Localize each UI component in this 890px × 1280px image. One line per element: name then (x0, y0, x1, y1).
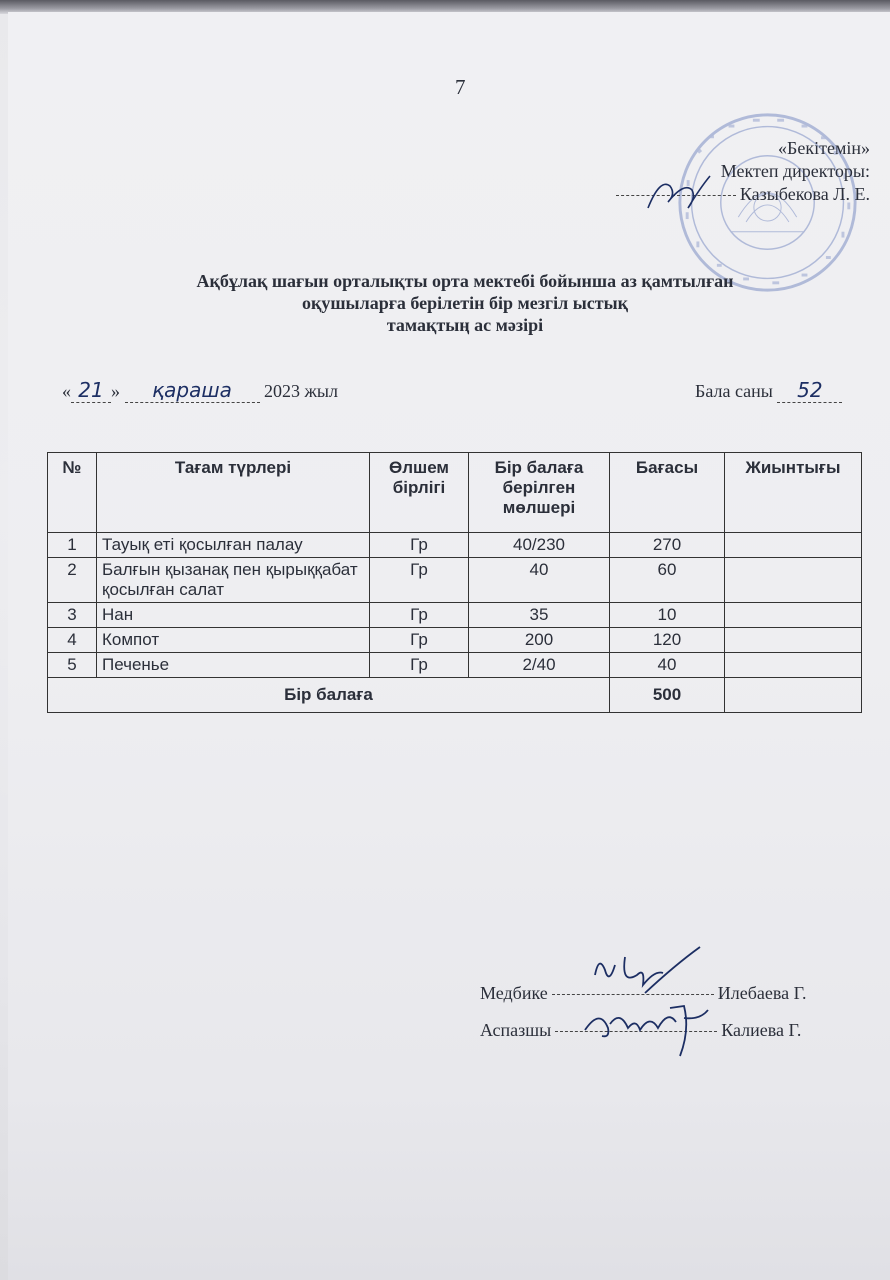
table-header-row (48, 453, 862, 533)
approval-title: «Бекітемін» (778, 138, 870, 158)
header-price: Бағасы (610, 453, 725, 533)
row-unit: Гр (370, 628, 469, 653)
row-amount: 200 (469, 628, 610, 653)
cook-name: Калиева Г. (721, 1020, 802, 1040)
header-dish: Тағам түрлері (97, 453, 370, 533)
nurse-name: Илебаева Г. (717, 983, 807, 1003)
row-price: 40 (610, 653, 725, 678)
row-total (725, 533, 862, 558)
nurse-signature (585, 945, 705, 1000)
date-close-quote: » (111, 381, 120, 401)
row-dish: Тауық еті қосылған палау (97, 533, 370, 558)
row-unit: Гр (370, 653, 469, 678)
date-line (62, 378, 338, 403)
table-row (48, 558, 862, 603)
menu-table (47, 452, 862, 713)
table-total-row (48, 678, 862, 713)
cook-role: Аспазшы (480, 1020, 552, 1040)
title-line-2: оқушыларға берілетін бір мезгіл ыстық (301, 293, 629, 313)
header-amount: Бір балаға берілген мөлшері (469, 453, 610, 533)
row-unit: Гр (370, 533, 469, 558)
cook-signature (580, 1000, 715, 1060)
row-total (725, 603, 862, 628)
row-dish: Печенье (97, 653, 370, 678)
row-number: 5 (48, 653, 97, 678)
row-unit: Гр (370, 603, 469, 628)
director-name: Казыбекова Л. Е. (739, 184, 870, 204)
row-number: 1 (48, 533, 97, 558)
table-row (48, 653, 862, 678)
row-amount: 35 (469, 603, 610, 628)
table-row (48, 603, 862, 628)
row-dish: Балғын қызанақ пен қырыққабат қосылған салат (97, 558, 370, 603)
row-unit: Гр (370, 558, 469, 603)
header-unit: Өлшем бірлігі (370, 453, 469, 533)
row-total (725, 653, 862, 678)
total-sum (725, 678, 862, 713)
row-number: 3 (48, 603, 97, 628)
table-row (48, 628, 862, 653)
page-number: 7 (455, 75, 466, 99)
row-number: 4 (48, 628, 97, 653)
row-total (725, 628, 862, 653)
row-amount: 40/230 (469, 533, 610, 558)
children-count (695, 378, 842, 403)
title-line-3: тамақтың ас мәзірі (386, 315, 544, 335)
row-price: 60 (610, 558, 725, 603)
total-price: 500 (610, 678, 725, 713)
nurse-role: Медбике (480, 983, 548, 1003)
date-year: 2023 жыл (264, 381, 339, 401)
date-open-quote: « (62, 381, 71, 401)
date-day: 21 (71, 378, 111, 403)
row-dish: Нан (97, 603, 370, 628)
row-price: 270 (610, 533, 725, 558)
document-title (0, 270, 890, 336)
total-label: Бір балаға (48, 678, 610, 713)
children-label: Бала саны (695, 381, 773, 401)
row-price: 120 (610, 628, 725, 653)
header-total: Жиынтығы (725, 453, 862, 533)
row-price: 10 (610, 603, 725, 628)
children-value: 52 (777, 378, 842, 403)
approval-position: Мектеп директоры: (720, 161, 870, 181)
director-signature (640, 168, 720, 218)
row-dish: Компот (97, 628, 370, 653)
row-number: 2 (48, 558, 97, 603)
row-amount: 40 (469, 558, 610, 603)
table-row (48, 533, 862, 558)
title-line-1: Ақбұлақ шағын орталықты орта мектебі бойынша аз қамтылған (196, 271, 734, 291)
row-amount: 2/40 (469, 653, 610, 678)
row-total (725, 558, 862, 603)
date-month: қараша (125, 378, 260, 403)
header-number: № (48, 453, 97, 533)
